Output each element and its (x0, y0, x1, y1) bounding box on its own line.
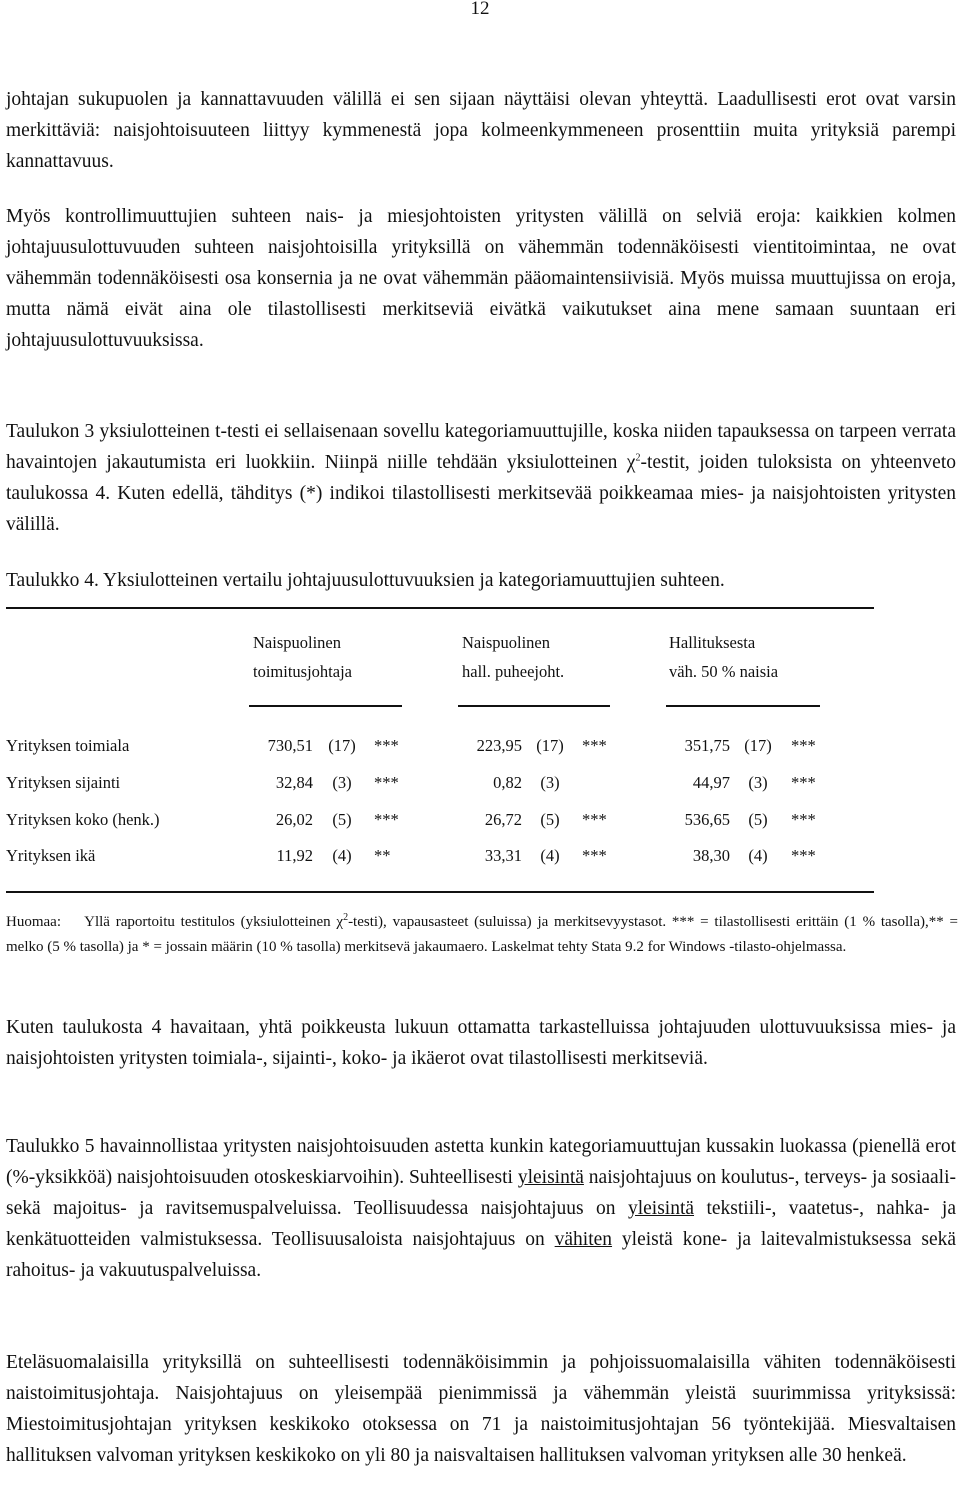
degrees-of-freedom: (3) (540, 773, 560, 792)
column-header-board (669, 628, 778, 686)
table-row (0, 810, 960, 834)
significance: *** (582, 810, 607, 829)
degrees-of-freedom: (5) (748, 810, 768, 829)
significance: *** (791, 773, 816, 792)
column-rule-board (666, 705, 820, 707)
table-note (6, 910, 958, 960)
paragraph-table-5 (6, 1131, 956, 1286)
chi-value: 26,72 (484, 810, 522, 829)
degrees-of-freedom: (3) (748, 773, 768, 792)
page-number: 12 (470, 0, 490, 19)
table-row (0, 846, 960, 870)
column-header-ceo (253, 628, 352, 686)
chi-value: 223,95 (476, 736, 522, 755)
table-top-rule (6, 607, 874, 609)
chi-value: 0,82 (493, 773, 522, 792)
paragraph-table-5-text-3: tekstiili-, vaatetus-, nahka- ja kenkätuotteiden valmistuksessa. Teollisuusaloista naisjohtajuus on (6, 1198, 956, 1250)
chi-value: 44,97 (692, 773, 730, 792)
column-rule-ceo (249, 705, 402, 707)
significance: *** (582, 846, 607, 865)
intro-paragraph: johtajan sukupuolen ja kannattavuuden välillä ei sen sijaan näyttäisi olevan yhteyttä. Laadullisesti erot ovat varsin merkittäviä: naisjohtoisuuteen liittyy kymmenestä jopa kolmeenkymmeneen prosenttiin muita yrityksiä parempi kannattavuus. (6, 89, 956, 172)
row-label: Yrityksen toimiala (6, 736, 130, 755)
row-label: Yrityksen ikä (6, 846, 96, 865)
table-row (0, 736, 960, 760)
row-label: Yrityksen sijainti (6, 773, 121, 792)
column-header-board-line2: väh. 50 % naisia (669, 662, 779, 681)
degrees-of-freedom: (17) (328, 736, 356, 755)
chi-value: 351,75 (684, 736, 730, 755)
degrees-of-freedom: (4) (748, 846, 768, 865)
paragraph-regional: Eteläsuomalaisilla yrityksillä on suhteellisesti todennäköisimmin ja pohjoissuomalaisilla vähiten todennäköisesti naistoimitusjohtaja. Naisjohtajuus on yleisempää pienimmissä ja vähemmän yleistä suurimmissa yrityksissä: Miestoimitusjohtajan yrityksen keskikoko otoksessa on 71 ja naistoimitusjohtajan 56 työntekijää. Miesvaltaisen hallituksen valvoman yrityksen keskikoko on yli 80 ja naisvaltaisen hallituksen valvoman yrityksen alle 30 henkeä. (6, 1352, 956, 1466)
degrees-of-freedom: (4) (332, 846, 352, 865)
degrees-of-freedom: (4) (540, 846, 560, 865)
column-header-chair-line2: hall. puheejoht. (462, 662, 565, 681)
chi-value: 26,02 (275, 810, 313, 829)
degrees-of-freedom: (17) (744, 736, 772, 755)
significance: *** (374, 736, 399, 755)
column-rule-chair (458, 705, 610, 707)
table-note-label: Huomaa: (6, 914, 61, 930)
significance: *** (374, 810, 399, 829)
chi-value: 536,65 (684, 810, 730, 829)
significance: *** (374, 773, 399, 792)
table-caption: Taulukko 4. Yksiulotteinen vertailu johtajuusulottuvuuksien ja kategoriamuuttujien suhteen. (6, 570, 725, 591)
significance: *** (791, 846, 816, 865)
table-row (0, 773, 960, 797)
degrees-of-freedom: (5) (332, 810, 352, 829)
significance: *** (791, 810, 816, 829)
paragraph-table-5-text-2: naisjohtajuus on koulutus-, terveys- ja sosiaali- sekä majoitus- ja ravitsemuspalveluissa. Teollisuudessa naisjohtajuus on (6, 1167, 956, 1219)
column-header-ceo-line2: toimitusjohtaja (253, 662, 352, 681)
column-header-chair (462, 628, 564, 686)
degrees-of-freedom: (3) (332, 773, 352, 792)
paragraph-results: Kuten taulukosta 4 havaitaan, yhtä poikkeusta lukuun ottamatta tarkastelluissa johtajuuden ulottuvuuksissa mies- ja naisjohtoisten yritysten toimiala-, sijainti-, koko- ja ikäerot ovat tilastollisesti merkitseviä. (6, 1017, 956, 1069)
paragraph-control-variables: Myös kontrollimuuttujien suhteen nais- ja miesjohtoisten yritysten välillä on selviä eroja: kaikkien kolmen johtajuusulottuvuuden suhteen naisjohtoisilla yrityksillä on vähemmän todennäköisesti vientitoimintaa, ne ovat vähemmän todennäköisesti osa konsernia ja ne ovat vähemmän pääomaintensiivisiä. Myös muissa muuttujissa on eroja, mutta nämä eivät aina ole tilastollisesti merkitseviä eivätkä vaikutukset aina mene samaan suuntaan eri johtajuusulottuvuuksissa. (6, 206, 956, 351)
underlined-term: yleisintä (517, 1167, 584, 1188)
column-header-chair-line1: Naispuolinen (462, 633, 550, 652)
significance: *** (582, 736, 607, 755)
paragraph-chi-square-text-2: -testit, joiden tuloksista on yhteenveto taulukossa 4. Kuten edellä, tähditys (*) indikoi tilastollisesti merkitsevää poikkeamaa mies- ja naisjohtoisten yritysten välillä. (6, 452, 957, 535)
chi-value: 38,30 (692, 846, 730, 865)
paragraph-table-5-text-1: Taulukko 5 havainnollistaa yritysten naisjohtoisuuden astetta kunkin kategoriamuuttujan kussakin luokassa (pienellä erot (%-yksikköä) naisjohtoisuuden otoskeskiarvoihin). Suhteellisesti (6, 1136, 956, 1188)
column-header-board-line1: Hallituksesta (669, 633, 756, 652)
chi-symbol: χ (336, 914, 344, 930)
paragraph-table-5-text-4: yleistä kone- ja laitevalmistuksessa sekä rahoitus- ja vakuutuspalveluissa. (6, 1229, 957, 1281)
chi-value: 730,51 (267, 736, 313, 755)
table-note-text-1: Yllä raportoitu testitulos (yksiulotteinen (84, 914, 337, 930)
degrees-of-freedom: (5) (540, 810, 560, 829)
underlined-term: vähiten (554, 1229, 613, 1250)
significance: ** (374, 846, 391, 865)
chi-value: 33,31 (484, 846, 522, 865)
table-note-text-2: -testi), vapausasteet (suluissa) ja merkitsevyystasot. *** = tilastollisesti erittäin (1 % tasolla),** = melko (5 % tasolla) ja * = jossain määrin (10 % tasolla) merkitsevä jakaumaero. Laskelmat tehty Stata 9.2 for Windows -tilasto-ohjelmassa. (6, 914, 958, 955)
column-header-ceo-line1: Naispuolinen (253, 633, 341, 652)
chi-value: 11,92 (276, 846, 313, 865)
chi-symbol: χ (626, 452, 636, 473)
chi-superscript: 2 (343, 912, 349, 923)
paragraph-chi-square (6, 416, 956, 540)
table-bottom-rule (6, 891, 874, 893)
chi-value: 32,84 (275, 773, 313, 792)
chi-superscript: 2 (635, 452, 641, 464)
paragraph-chi-square-text-1: Taulukon 3 yksiulotteinen t-testi ei sellaisenaan sovellu kategoriamuuttujille, koska niiden tapauksessa on tarpeen verrata havaintojen jakautumista eri luokkiin. Niinpä niille tehdään yksiulotteinen (6, 421, 956, 473)
significance: *** (791, 736, 816, 755)
row-label: Yrityksen koko (henk.) (6, 810, 160, 829)
underlined-term: yleisintä (627, 1198, 695, 1219)
degrees-of-freedom: (17) (536, 736, 564, 755)
